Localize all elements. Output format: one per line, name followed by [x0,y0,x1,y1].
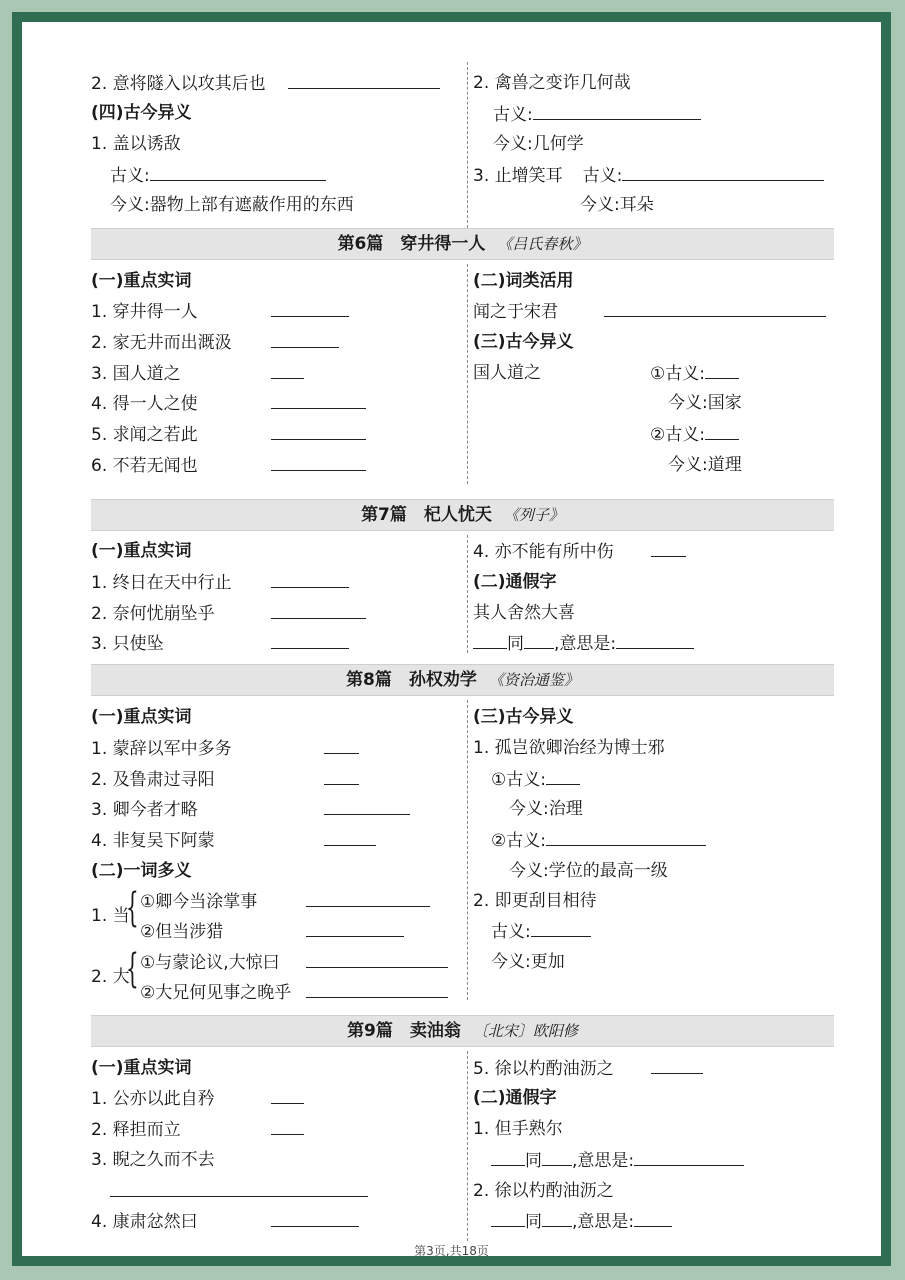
answer-blank[interactable] [306,951,448,968]
column-divider [467,264,468,484]
section-heading: (二)通假字 [473,1088,557,1108]
answer-blank[interactable] [271,392,366,409]
answer-blank[interactable] [491,1149,525,1166]
answer-blank[interactable] [705,362,739,379]
polysemy-item: ②但当涉猎 [140,920,404,943]
usage-item: 闻之于宋君 [473,300,826,323]
section-heading: (一)重点实词 [91,271,192,291]
brace-icon: { [126,946,139,992]
answer-blank[interactable] [306,981,448,998]
answer-blank[interactable] [271,571,349,588]
top-item-2: 2. 意将隧入以攻其后也 [91,72,440,95]
answer-blank[interactable] [150,164,326,181]
modern-meaning-row: 今义:学位的最高一级 [509,861,668,881]
loan-char-item: 其人舍然大喜 [473,603,575,623]
polysemy-word: 1. 当 [91,906,130,926]
answer-blank[interactable] [324,737,359,754]
modern-meaning-row: 今义:几何学 [493,134,584,154]
answer-blank[interactable] [271,423,366,440]
loan-char-answer: 同 ,意思是: [473,632,694,655]
answer-blank[interactable] [616,632,694,649]
answer-blank[interactable] [324,829,376,846]
answer-blank[interactable] [546,829,706,846]
answer-blank[interactable] [531,920,591,937]
brace-icon: { [126,885,139,931]
chapter-banner-7: 第7篇 杞人忧天 《列子》 [91,499,834,531]
answer-blank[interactable] [271,331,339,348]
modern-meaning-row: 今义:国家 [668,393,742,413]
ancient-meaning-row: 古义: [491,920,591,943]
vocab-item: 3. 睨之久而不去 [91,1150,215,1170]
section-heading: (一)重点实词 [91,1058,192,1078]
top-item-1: 1. 盖以诱敌 [91,134,181,154]
answer-blank[interactable] [271,454,366,471]
section-heading: (四)古今异义 [91,103,192,123]
answer-blank[interactable] [324,768,359,785]
answer-blank[interactable] [622,164,824,181]
answer-blank[interactable] [271,602,366,619]
loan-char-answer: 同 ,意思是: [491,1210,672,1233]
answer-blank[interactable] [491,1210,525,1227]
vocab-answer-row [110,1180,368,1203]
vocab-item: 2. 家无井而出溉汲 [91,331,339,354]
chapter-banner-9: 第9篇 卖油翁 〔北宋〕欧阳修 [91,1015,834,1047]
answer-blank[interactable] [271,632,349,649]
answer-blank[interactable] [546,768,580,785]
loan-char-item: 2. 徐以杓酌油沥之 [473,1181,614,1201]
answer-blank[interactable] [533,103,701,120]
vocab-item: 2. 及鲁肃过寻阳 [91,768,359,791]
polysemy-word: 2. 大 [91,967,130,987]
modern-meaning-row: 今义:更加 [491,952,565,972]
answer-blank[interactable] [271,1087,304,1104]
section-heading: (一)重点实词 [91,541,192,561]
chapter-banner-8: 第8篇 孙权劝学 《资治通鉴》 [91,664,834,696]
ancient-meaning-row: ①古义: [491,768,580,791]
answer-blank[interactable] [271,300,349,317]
vocab-item: 4. 亦不能有所中伤 [473,540,686,563]
meaning-item: 国人道之 [473,363,541,383]
section-heading: (二)一词多义 [91,861,192,881]
modern-meaning-row: 今义:耳朵 [580,195,654,215]
answer-blank[interactable] [271,362,304,379]
answer-blank[interactable] [542,1149,572,1166]
ancient-meaning-row: ①古义: [650,362,739,385]
modern-meaning-row: 今义:治理 [509,799,583,819]
ancient-meaning-row: ②古义: [650,423,739,446]
ancient-meaning-row: 古义: [493,103,701,126]
top-item-r2: 2. 禽兽之变诈几何哉 [473,73,631,93]
answer-blank[interactable] [634,1149,744,1166]
answer-blank[interactable] [705,423,739,440]
top-item-r3: 3. 止增笑耳 古义: [473,164,824,187]
vocab-item: 1. 终日在天中行止 [91,571,349,594]
section-heading: (二)通假字 [473,572,557,592]
answer-blank[interactable] [271,1210,359,1227]
answer-blank[interactable] [542,1210,572,1227]
ancient-meaning-row: 古义: [110,164,326,187]
loan-char-item: 1. 但手熟尔 [473,1119,563,1139]
answer-blank[interactable] [271,1118,304,1135]
section-heading: (一)重点实词 [91,707,192,727]
vocab-item: 1. 公亦以此自矜 [91,1087,304,1110]
answer-blank[interactable] [306,920,404,937]
meaning-item: 1. 孤岂欲卿治经为博士邪 [473,738,665,758]
answer-blank[interactable] [324,798,410,815]
vocab-item: 1. 蒙辞以军中多务 [91,737,359,760]
ancient-meaning-row: ②古义: [491,829,706,852]
worksheet [22,22,881,1256]
vocab-item: 2. 释担而立 [91,1118,304,1141]
modern-meaning-row: 今义:道理 [668,455,742,475]
answer-blank[interactable] [288,72,440,89]
chapter-banner-6: 第6篇 穿井得一人 《吕氏春秋》 [91,228,834,260]
answer-blank[interactable] [634,1210,672,1227]
column-divider [467,1051,468,1241]
polysemy-item: ①与蒙论议,大惊曰 [140,951,448,974]
polysemy-item: ①卿今当涂掌事 [140,890,430,913]
answer-blank[interactable] [473,632,507,649]
vocab-item: 5. 求闻之若此 [91,423,366,446]
vocab-item: 4. 得一人之使 [91,392,366,415]
meaning-item: 2. 即更刮目相待 [473,891,597,911]
answer-blank[interactable] [651,540,686,557]
column-divider [467,535,468,653]
page-number: 第3页,共18页 [414,1244,489,1258]
vocab-item: 3. 只使坠 [91,632,349,655]
polysemy-item: ②大兄何见事之晚乎 [140,981,448,1004]
answer-blank[interactable] [306,890,430,907]
vocab-item: 4. 非复吴下阿蒙 [91,829,376,852]
vocab-item: 3. 卿今者才略 [91,798,410,821]
answer-blank[interactable] [604,300,826,317]
answer-blank[interactable] [524,632,554,649]
page-frame [12,12,891,1266]
section-heading: (二)词类活用 [473,271,574,291]
section-heading: (三)古今异义 [473,707,574,727]
vocab-item: 2. 奈何忧崩坠乎 [91,602,366,625]
answer-blank[interactable] [651,1057,703,1074]
column-divider [467,62,468,228]
vocab-item: 5. 徐以杓酌油沥之 [473,1057,703,1080]
vocab-item: 3. 国人道之 [91,362,304,385]
vocab-item: 4. 康肃忿然曰 [91,1210,359,1233]
answer-blank[interactable] [110,1180,368,1197]
vocab-item: 6. 不若无闻也 [91,454,366,477]
loan-char-answer: 同 ,意思是: [491,1149,744,1172]
column-divider [467,700,468,1000]
modern-meaning-row: 今义:器物上部有遮蔽作用的东西 [110,195,354,215]
section-heading: (三)古今异义 [473,332,574,352]
vocab-item: 1. 穿井得一人 [91,300,349,323]
